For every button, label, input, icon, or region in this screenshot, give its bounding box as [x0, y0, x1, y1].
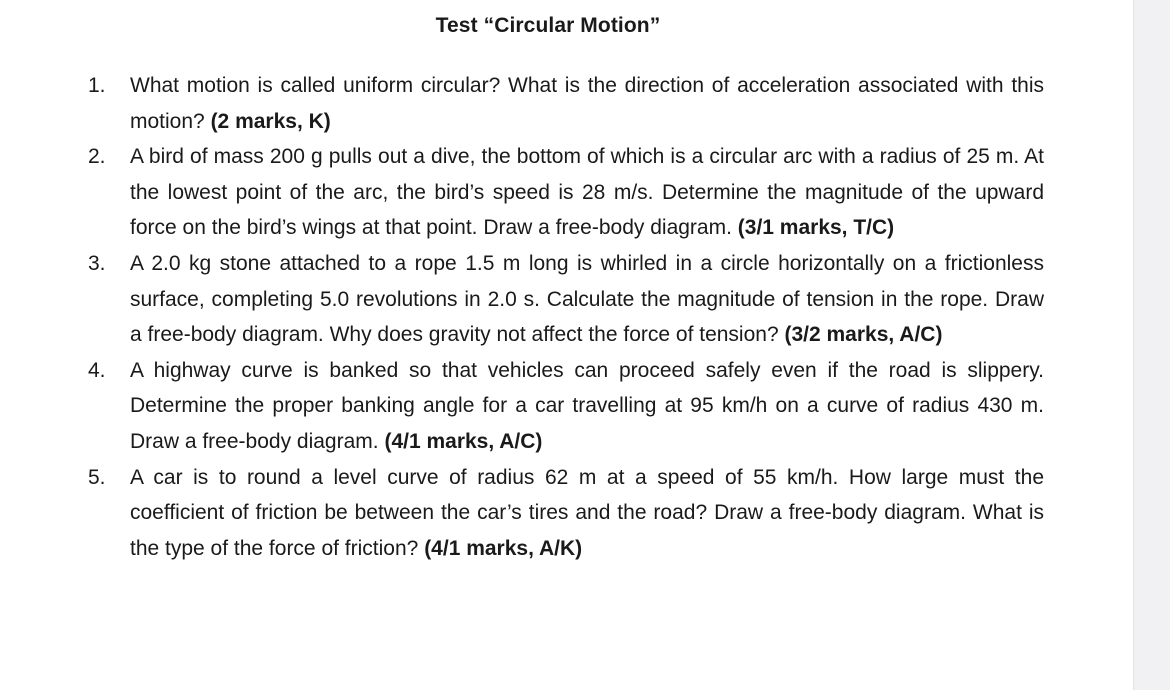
question-list	[88, 68, 1044, 566]
question-marks: (3/2 marks, A/C)	[784, 323, 943, 347]
question-text: What motion is called uniform circular? What is the direction of acceleration associated with this motion?	[130, 74, 1044, 133]
question-marks: (3/1 marks, T/C)	[737, 216, 895, 240]
question-number: 1.	[88, 74, 106, 97]
question-text: A 2.0 kg stone attached to a rope 1.5 m long is whirled in a circle horizontally on a frictionless surface, completing 5.0 revolutions in 2.0 s. Calculate the magnitude of tension in the rope. Draw a free-body diagram. Why does gravity not affect the force of tension?	[130, 251, 1044, 347]
question-marks: (2 marks, K)	[210, 109, 331, 133]
question-text: A car is to round a level curve of radius 62 m at a speed of 55 km/h. How large must the coefficient of friction be between the car’s tires and the road? Draw a free-body diagram. What is the type of the force of friction?	[130, 465, 1044, 560]
page-title: Test “Circular Motion”	[435, 14, 661, 37]
question-marks: (4/1 marks, A/C)	[384, 429, 543, 453]
question-item	[88, 460, 1044, 567]
question-number: 4.	[88, 358, 106, 382]
question-text: A highway curve is banked so that vehicles can proceed safely even if the road is slippery. Determine the proper banking angle for a car travelling at 95 km/h on a curve of radius 430 m. Draw a free-body diagram.	[130, 358, 1044, 453]
scroll-gutter	[1133, 0, 1170, 690]
question-marks: (4/1 marks, A/K)	[424, 536, 583, 560]
question-item	[88, 68, 1044, 139]
question-number: 3.	[88, 251, 106, 275]
question-number: 2.	[88, 145, 106, 169]
question-item	[88, 353, 1044, 460]
question-number: 5.	[88, 465, 106, 489]
question-item	[88, 139, 1044, 246]
question-item	[88, 246, 1044, 353]
question-text: A bird of mass 200 g pulls out a dive, the bottom of which is a circular arc with a radius of 25 m. At the lowest point of the arc, the bird’s speed is 28 m/s. Determine the magnitude of the upward force on the bird’s wings at that point. Draw a free-body diagram.	[130, 145, 1044, 240]
